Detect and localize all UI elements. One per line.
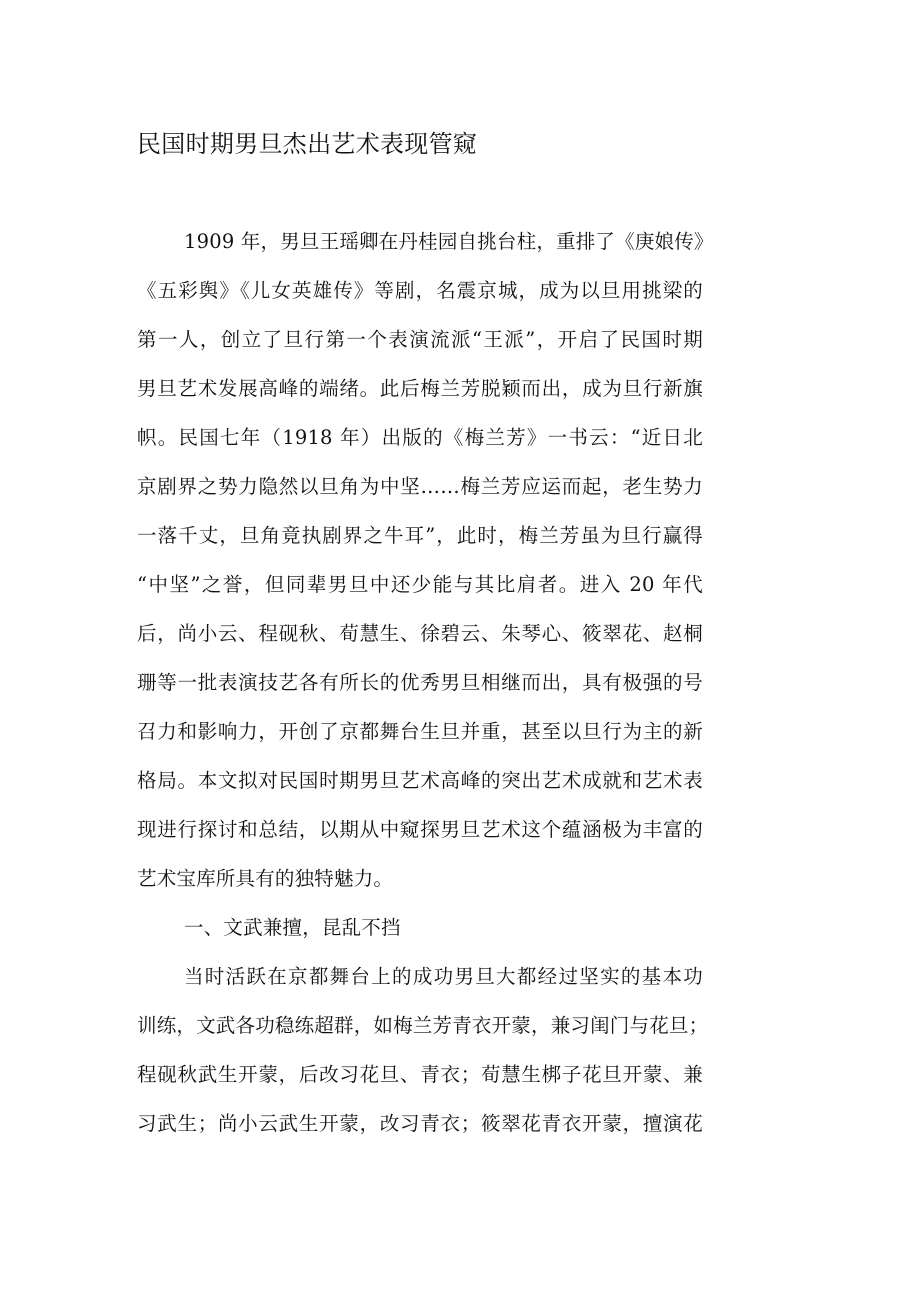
paragraph-2-line: 当时活跃在京都舞台上的成功男旦大都经过坚实的基本功 — [184, 965, 703, 988]
paragraph-1-line: 男旦艺术发展高峰的端绪。此后梅兰芳脱颖而出，成为旦行新旗 — [137, 377, 703, 400]
paragraph-1-line: 帜。民国七年（1918 年）出版的《梅兰芳》一书云：“近日北 — [137, 426, 703, 449]
document-title: 民国时期男旦杰出艺术表现管窥 — [137, 130, 478, 158]
paragraph-1-line: 《五彩舆》《儿女英雄传》等剧，名震京城，成为以旦用挑梁的 — [137, 279, 703, 302]
paragraph-2-line: 训练，文武各功稳练超群，如梅兰芳青衣开蒙，兼习闺门与花旦； — [137, 1014, 709, 1037]
paragraph-1-line: 艺术宝库所具有的独特魅力。 — [137, 867, 394, 890]
section-heading: 一、文武兼擅，昆乱不挡 — [184, 916, 401, 939]
paragraph-2-line: 程砚秋武生开蒙，后改习花旦、青衣；荀慧生梆子花旦开蒙、兼 — [137, 1063, 703, 1086]
paragraph-1-line: 第一人，创立了旦行第一个表演流派“王派”，开启了民国时期 — [137, 328, 703, 351]
paragraph-1-line: 一落千丈，旦角竟执剧界之牛耳”，此时，梅兰芳虽为旦行赢得 — [137, 524, 703, 547]
paragraph-1-line: 格局。本文拟对民国时期男旦艺术高峰的突出艺术成就和艺术表 — [137, 769, 703, 792]
paragraph-1-line: 召力和影响力，开创了京都舞台生旦并重，甚至以旦行为主的新 — [137, 720, 703, 743]
paragraph-1-line: 现进行探讨和总结，以期从中窥探男旦艺术这个蕴涵极为丰富的 — [137, 818, 703, 841]
paragraph-1-line: 1909 年，男旦王瑶卿在丹桂园自挑台柱，重排了《庚娘传》 — [184, 230, 714, 253]
paragraph-1-line: “中坚”之誉，但同辈男旦中还少能与其比肩者。进入 20 年代 — [137, 573, 703, 596]
paragraph-2-line: 习武生；尚小云武生开蒙，改习青衣；筱翠花青衣开蒙，擅演花 — [137, 1112, 703, 1135]
paragraph-1-line: 珊等一批表演技艺各有所长的优秀男旦相继而出，具有极强的号 — [137, 671, 703, 694]
paragraph-1-line: 京剧界之势力隐然以旦角为中坚……梅兰芳应运而起，老生势力 — [137, 475, 703, 498]
paragraph-1-line: 后，尚小云、程砚秋、荀慧生、徐碧云、朱琴心、筱翠花、赵桐 — [137, 622, 703, 645]
